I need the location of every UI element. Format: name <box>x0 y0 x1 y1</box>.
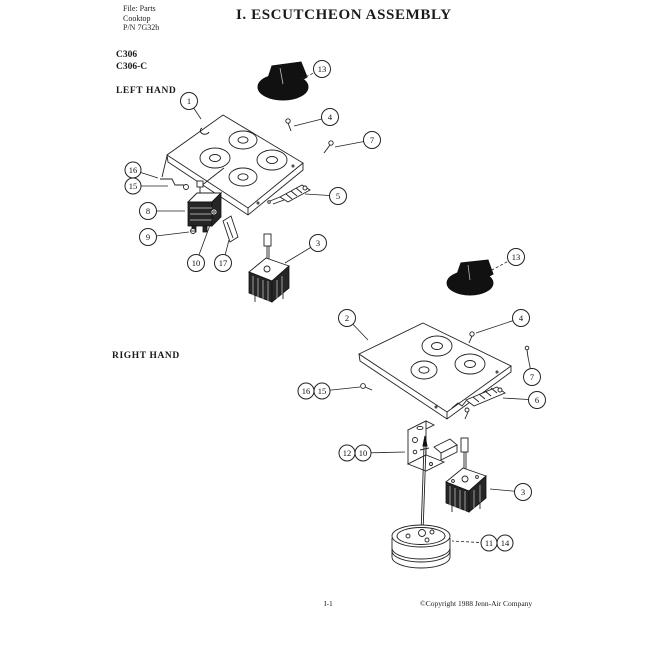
right-hand-label: RIGHT HAND <box>112 351 180 361</box>
callout-4-right <box>476 310 530 334</box>
callout-14-right <box>497 535 513 551</box>
callout-8-left <box>140 203 186 220</box>
svg-text:17: 17 <box>218 258 228 268</box>
svg-text:8: 8 <box>145 206 151 216</box>
callout-4-left <box>294 109 339 127</box>
callout-7-right <box>524 357 541 386</box>
svg-text:15: 15 <box>128 181 138 191</box>
left-screw-7 <box>324 141 333 153</box>
model-number: C306 <box>116 50 138 60</box>
file-info-line: File: Parts <box>123 4 156 13</box>
svg-text:16: 16 <box>301 386 311 396</box>
model-number: C306-C <box>116 61 148 72</box>
left-receptacle-5 <box>268 185 310 204</box>
left-nut-10 <box>211 209 217 215</box>
callout-12-right <box>339 445 355 461</box>
callout-5-left <box>305 188 347 205</box>
callout-17-left <box>215 240 232 272</box>
svg-text:1: 1 <box>186 96 192 106</box>
left-knob <box>258 62 308 100</box>
callout-10-right <box>355 445 405 461</box>
file-info-line: Cooktop <box>123 13 151 23</box>
right-screw-4 <box>469 332 474 343</box>
callout-7-left <box>335 132 381 149</box>
svg-text:13: 13 <box>511 252 521 262</box>
left-screw-4 <box>286 119 291 131</box>
svg-text:10: 10 <box>191 258 201 268</box>
callout-6-right <box>503 392 546 409</box>
svg-text:3: 3 <box>520 487 526 497</box>
svg-text:14: 14 <box>500 538 510 548</box>
svg-text:15: 15 <box>317 386 327 396</box>
left-screw-9 <box>191 229 196 234</box>
svg-text:11: 11 <box>484 538 494 548</box>
svg-text:7: 7 <box>369 135 375 145</box>
file-info-line: P/N 7G32b <box>123 23 160 33</box>
callout-15-left <box>125 178 168 194</box>
svg-text:12: 12 <box>342 448 352 458</box>
left-bracket-plate-17 <box>223 216 238 242</box>
svg-text:6: 6 <box>534 395 540 405</box>
right-screw-15 <box>361 384 372 390</box>
svg-text:9: 9 <box>145 232 151 242</box>
right-mounting-bracket <box>408 421 457 471</box>
callout-11-right <box>452 535 497 551</box>
left-burner-switch-3 <box>249 234 289 302</box>
right-screw-under-panel <box>465 408 469 419</box>
footer-copyright: ©Copyright 1988 Jenn-Air Company <box>420 599 533 608</box>
left-escutcheon-panel <box>167 115 303 215</box>
svg-text:4: 4 <box>327 112 333 122</box>
callout-3-left <box>285 235 327 264</box>
callout-16-left <box>125 162 158 178</box>
right-escutcheon-panel <box>359 323 511 419</box>
svg-text:7: 7 <box>529 372 535 382</box>
svg-text:5: 5 <box>335 191 341 201</box>
svg-text:10: 10 <box>358 448 368 458</box>
callout-9-left <box>140 229 190 246</box>
callout-15-right <box>314 383 360 399</box>
svg-text:2: 2 <box>344 313 350 323</box>
svg-text:3: 3 <box>315 238 321 248</box>
callout-16-right <box>298 383 314 399</box>
left-hand-label: LEFT HAND <box>116 86 177 96</box>
right-screw-7 <box>525 346 529 357</box>
footer-page-number: I-1 <box>324 599 333 608</box>
callout-2-right <box>339 310 369 341</box>
callout-3-right <box>490 484 532 501</box>
svg-text:13: 13 <box>317 64 327 74</box>
svg-text:4: 4 <box>518 313 524 323</box>
right-knob <box>447 260 493 295</box>
callout-1-left <box>181 93 202 120</box>
svg-text:16: 16 <box>128 165 138 175</box>
callout-13-right <box>492 249 525 271</box>
page-title: I. ESCUTCHEON ASSEMBLY <box>236 7 452 23</box>
